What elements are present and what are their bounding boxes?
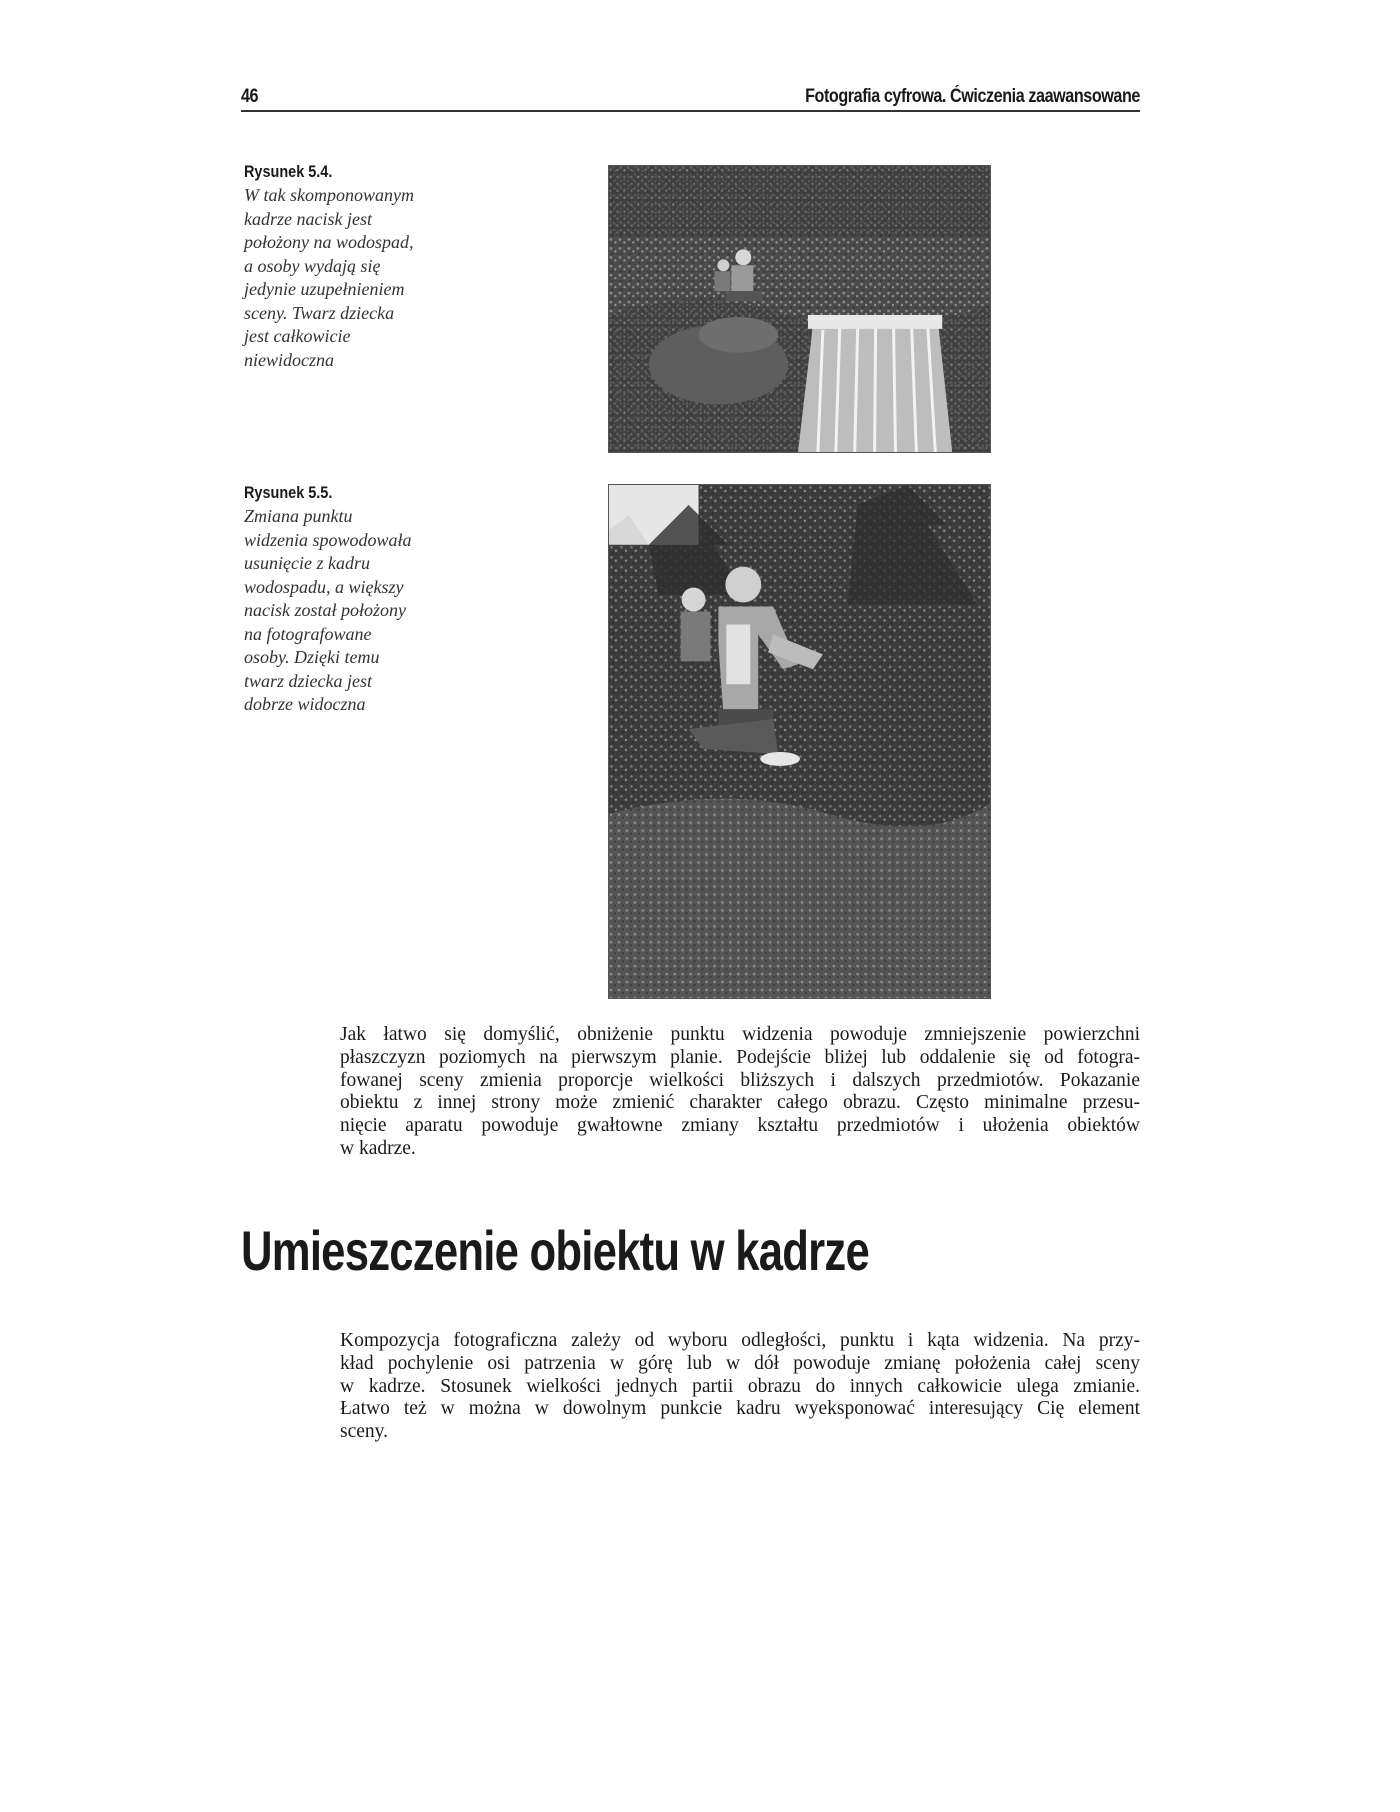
body-line: sceny. — [340, 1421, 389, 1443]
caption-line: widzenia spowodowała — [244, 529, 412, 550]
section-heading: Umieszczenie obiektu w kadrze — [241, 1219, 869, 1282]
waterfall-photo-image — [609, 166, 990, 452]
body-line: Kompozycja fotograficzna zależy od wyboru odległości, punktu i kąta widzenia. Na przy- — [340, 1330, 1140, 1351]
figure-5-4-caption — [244, 162, 444, 372]
caption-line: twarz dziecka jest — [244, 670, 372, 691]
caption-line: jest całkowicie — [244, 326, 351, 346]
body-line: nięcie aparatu powoduje gwałtowne zmiany kształtu przedmiotów i ułożenia obiektów — [340, 1115, 1140, 1137]
forest-photo-image — [609, 485, 990, 998]
figure-5-4-title: Rysunek 5.4. — [244, 162, 333, 181]
caption-line: kadrze nacisk jest — [244, 208, 372, 229]
caption-line: osoby. Dzięki temu — [244, 647, 380, 667]
figure-5-5-title: Rysunek 5.5. — [244, 483, 333, 502]
figure-5-5-photo — [608, 484, 991, 999]
caption-line: niewidoczna — [244, 349, 334, 370]
caption-line: a osoby wydają się — [244, 255, 381, 276]
caption-line: W tak skomponowanym — [244, 185, 414, 205]
body-line: kład pochylenie osi patrzenia w górę lub w dół powoduje zmianę położenia całej sceny — [340, 1352, 1140, 1374]
figure-5-5-text — [244, 505, 444, 717]
body-line: Jak łatwo się domyślić, obniżenie punktu widzenia powoduje zmniejszenie powierzchni — [340, 1024, 1140, 1045]
figure-5-5-caption — [244, 483, 444, 717]
figure-5-4-photo — [608, 165, 991, 453]
caption-line: wodospadu, a większy — [244, 576, 404, 597]
body-line: w kadrze. Stosunek wielkości jednych partii obrazu do innych całkowicie ulega zmianie. — [340, 1375, 1140, 1397]
body-line: płaszczyzn poziomych na pierwszym planie. Podejście bliżej lub oddalenie się od fotogra- — [340, 1046, 1140, 1068]
body-line: fowanej sceny zmienia proporcje wielkości bliższych i dalszych przedmiotów. Pokazanie — [340, 1069, 1140, 1091]
page-number: 46 — [241, 86, 259, 107]
caption-line: jedynie uzupełnieniem — [244, 279, 405, 299]
header-rule — [241, 110, 1140, 112]
body-paragraph-1 — [340, 1024, 1140, 1161]
caption-line: dobrze widoczna — [244, 694, 366, 714]
body-line: Łatwo też w można w dowolnym punkcie kadru wyeksponować interesujący Cię element — [340, 1398, 1140, 1420]
body-line: w kadrze. — [340, 1137, 416, 1159]
body-line: obiektu z innej strony może zmienić charakter całego obrazu. Często minimalne przesu- — [340, 1092, 1140, 1114]
caption-line: sceny. Twarz dziecka — [244, 302, 395, 323]
caption-line: na fotografowane — [244, 623, 372, 644]
caption-line: Zmiana punktu — [244, 506, 353, 526]
running-title: Fotografia cyfrowa. Ćwiczenia zaawansowane — [805, 86, 1140, 107]
body-paragraph-2 — [340, 1330, 1140, 1444]
caption-line: usunięcie z kadru — [244, 553, 370, 573]
caption-line: położony na wodospad, — [244, 232, 414, 252]
figure-5-4-text — [244, 184, 444, 372]
caption-line: nacisk został położony — [244, 600, 406, 620]
